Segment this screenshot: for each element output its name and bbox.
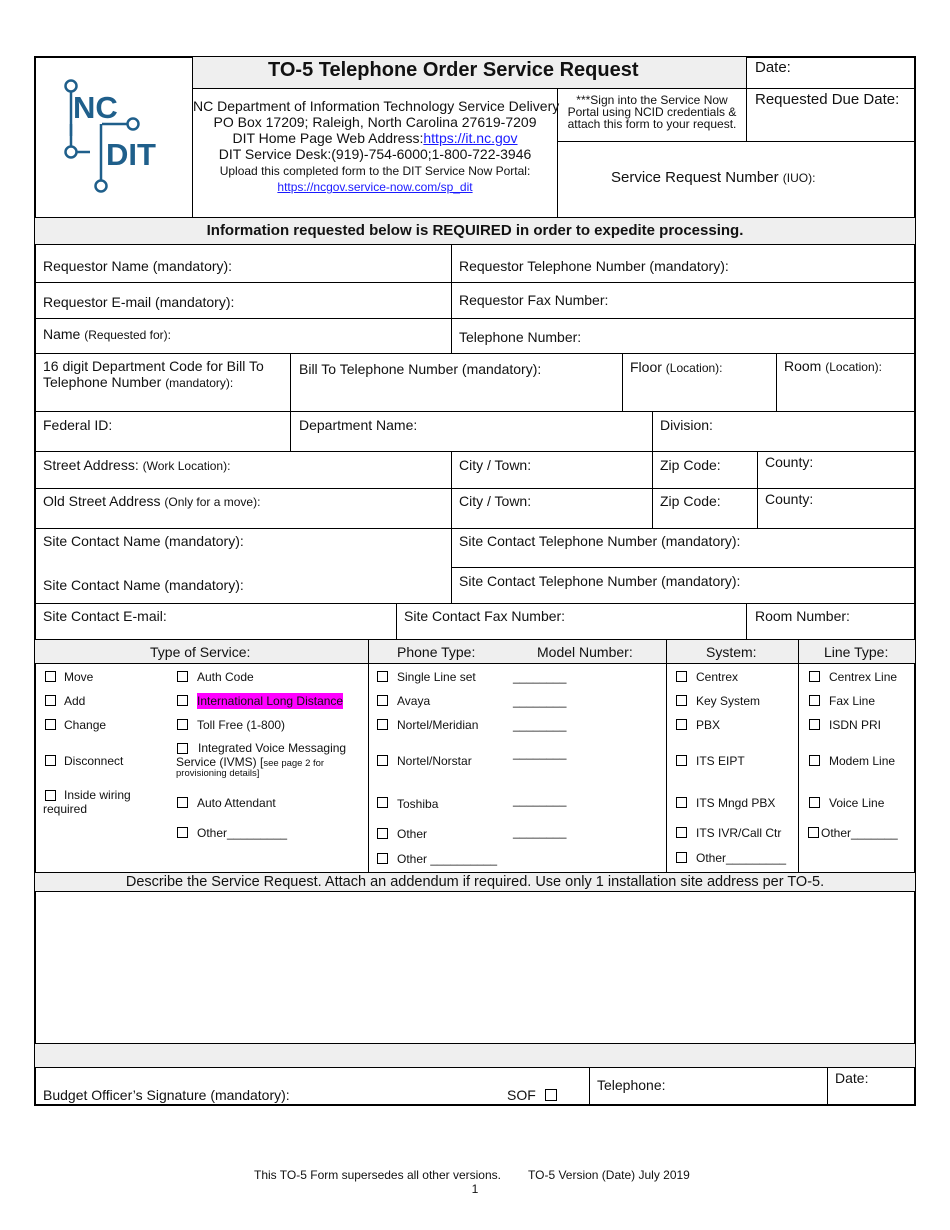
org-address-block: NC Department of Information Technology Service Delivery PO Box 17209; Raleigh, North Carolina 27619-7209 DIT Home Page Web Address:https://it.nc.gov DIT Service Desk:(919)-754-6000;1-800-722-3946 Upload this completed form to the DIT Service Now Portal: https://ncgov.service-now.com/sp_dit (193, 98, 560, 194)
model-number-blank[interactable]: ________ (513, 718, 567, 732)
spacer-band (35, 1044, 915, 1067)
footer-date-label: Date: (835, 1070, 869, 1086)
model-number-header: Model Number: (537, 644, 633, 660)
describe-heading: Describe the Service Request. Attach an addendum if required. Use only 1 installation site address per TO-5. (125, 874, 825, 890)
department-name-label: Department Name: (299, 417, 418, 433)
site-contact-fax-label: Site Contact Fax Number: (404, 608, 566, 624)
auth-code-checkbox[interactable] (177, 671, 188, 682)
county-label: County: (765, 454, 814, 470)
requested-due-date-label: Requested Due Date: (755, 91, 900, 108)
service-other-checkbox[interactable] (177, 827, 188, 838)
auto-attendant-checkbox[interactable] (177, 797, 188, 808)
phone-toshiba-checkbox[interactable] (377, 797, 388, 808)
sof-checkbox[interactable] (545, 1089, 557, 1101)
name-requested-for-label: Name (Requested for): (43, 326, 171, 342)
version-note: TO-5 Version (Date) July 2019 (528, 1168, 690, 1182)
room-label: Room (Location): (784, 358, 882, 374)
site-contact-name-2-label: Site Contact Name (mandatory): (43, 577, 244, 593)
system-its-eipt-checkbox[interactable] (676, 755, 687, 766)
it-nc-gov-link[interactable]: https://it.nc.gov (423, 130, 518, 146)
system-its-ivr-checkbox[interactable] (676, 827, 687, 838)
room-number-label: Room Number: (755, 608, 850, 624)
requestor-fax-label: Requestor Fax Number: (459, 292, 609, 308)
service-now-link[interactable]: https://ncgov.service-now.com/sp_dit (277, 180, 473, 194)
line-isdn-pri-checkbox[interactable] (809, 719, 820, 730)
required-notice: Information requested below is REQUIRED in order to expedite processing. (206, 222, 744, 239)
division-label: Division: (660, 417, 713, 433)
dept-code-label: 16 digit Department Code for Bill To Telephone Number (mandatory): (43, 358, 264, 390)
old-county-label: County: (765, 491, 814, 507)
phone-single-line-checkbox[interactable] (377, 671, 388, 682)
floor-label: Floor (Location): (630, 359, 723, 375)
phone-other-checkbox[interactable] (377, 828, 388, 839)
international-long-distance-checkbox[interactable] (177, 695, 188, 706)
international-long-distance-label: International Long Distance (197, 694, 344, 708)
description-textarea[interactable] (36, 892, 914, 1043)
move-checkbox[interactable] (45, 671, 56, 682)
system-key-system-checkbox[interactable] (676, 695, 687, 706)
telephone-label: Telephone: (597, 1077, 666, 1093)
system-pbx-checkbox[interactable] (676, 719, 687, 730)
line-centrex-checkbox[interactable] (809, 671, 820, 682)
phone-avaya-checkbox[interactable] (377, 695, 388, 706)
old-street-address-label: Old Street Address (Only for a move): (43, 493, 261, 509)
add-checkbox[interactable] (45, 695, 56, 706)
site-contact-phone-label: Site Contact Telephone Number (mandatory): (459, 533, 741, 549)
site-contact-name-label: Site Contact Name (mandatory): (43, 533, 244, 549)
street-address-label: Street Address: (Work Location): (43, 457, 231, 473)
inside-wiring-label: Inside wiring required (43, 788, 131, 816)
budget-officer-signature-label: Budget Officer’s Signature (mandatory): (43, 1087, 290, 1103)
system-other-checkbox[interactable] (676, 852, 687, 863)
sof-label: SOF (507, 1087, 536, 1103)
line-modem-checkbox[interactable] (809, 755, 820, 766)
phone-nortel-meridian-checkbox[interactable] (377, 719, 388, 730)
supersedes-note: This TO-5 Form supersedes all other versions. (254, 1168, 501, 1182)
line-voice-checkbox[interactable] (809, 797, 820, 808)
change-checkbox[interactable] (45, 719, 56, 730)
page-number: 1 (471, 1182, 479, 1196)
telephone-number-label: Telephone Number: (459, 329, 582, 345)
requestor-name-label: Requestor Name (mandatory): (43, 258, 233, 274)
zip-code-label: Zip Code: (660, 457, 721, 473)
page-title: TO-5 Telephone Order Service Request (268, 59, 639, 81)
site-contact-email-label: Site Contact E-mail: (43, 608, 167, 624)
model-number-blank[interactable]: ________ (513, 825, 567, 839)
system-centrex-checkbox[interactable] (676, 671, 687, 682)
model-number-blank[interactable]: ________ (513, 670, 567, 684)
system-header: System: (706, 644, 757, 660)
line-other-checkbox[interactable] (808, 827, 819, 838)
svg-text:NC: NC (73, 90, 118, 125)
model-number-blank[interactable]: ________ (513, 746, 567, 760)
phone-other-2-checkbox[interactable] (377, 853, 388, 864)
phone-type-header: Phone Type: (397, 644, 476, 660)
system-its-mngd-pbx-checkbox[interactable] (676, 797, 687, 808)
nc-dit-logo (60, 76, 172, 194)
site-contact-phone-2-label: Site Contact Telephone Number (mandatory): (459, 573, 741, 589)
line-fax-checkbox[interactable] (809, 695, 820, 706)
ivms-label: Integrated Voice Messaging Service (IVMS) [see page 2 for provisioning details] (176, 741, 347, 779)
svg-text:DIT: DIT (106, 137, 156, 172)
requestor-phone-label: Requestor Telephone Number (mandatory): (459, 258, 729, 274)
disconnect-checkbox[interactable] (45, 755, 56, 766)
type-of-service-header: Type of Service: (150, 644, 251, 660)
old-city-town-label: City / Town: (459, 493, 532, 509)
line-type-header: Line Type: (824, 644, 889, 660)
bill-to-phone-label: Bill To Telephone Number (mandatory): (299, 361, 542, 377)
federal-id-label: Federal ID: (43, 417, 113, 433)
toll-free-checkbox[interactable] (177, 719, 188, 730)
date-label: Date: (755, 59, 791, 76)
requestor-email-label: Requestor E-mail (mandatory): (43, 294, 235, 310)
sign-in-note: ***Sign into the Service Now Portal using NCID credentials & attach this form to your request. (567, 93, 737, 131)
city-town-label: City / Town: (459, 457, 532, 473)
old-zip-code-label: Zip Code: (660, 493, 721, 509)
phone-nortel-norstar-checkbox[interactable] (377, 755, 388, 766)
model-number-blank[interactable]: ________ (513, 793, 567, 807)
service-request-number-label: Service Request Number (IUO): (611, 169, 816, 186)
model-number-blank[interactable]: ________ (513, 694, 567, 708)
